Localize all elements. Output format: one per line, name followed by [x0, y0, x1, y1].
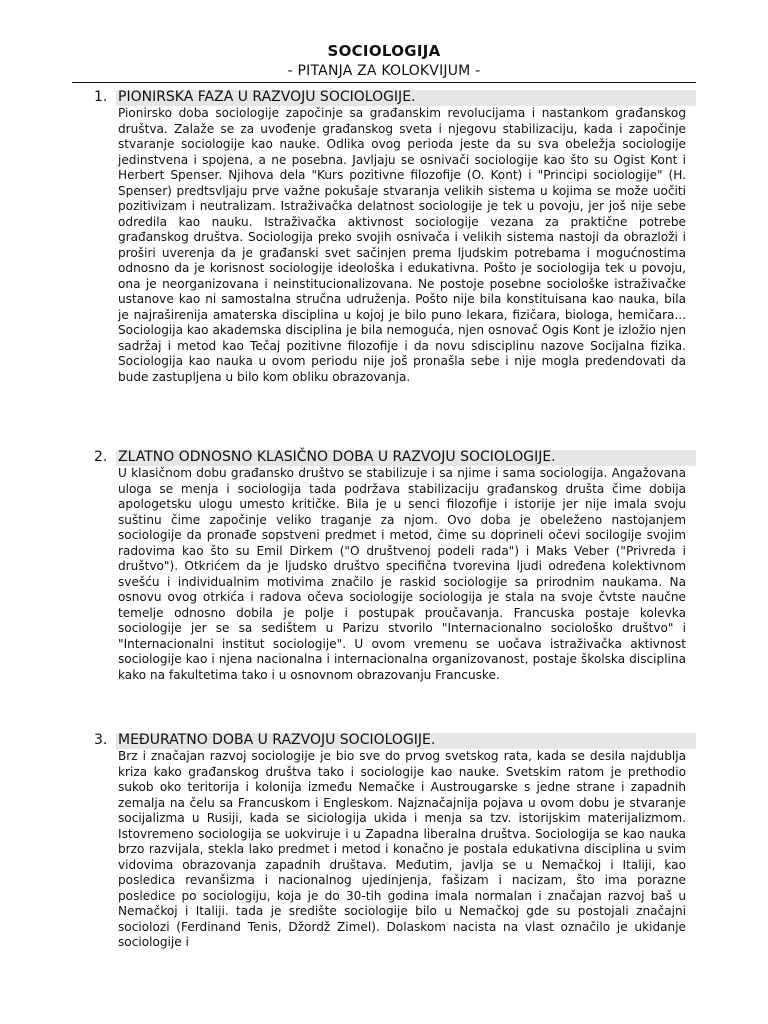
question-section-1: [92, 90, 696, 385]
question-number-2: 2.: [94, 449, 108, 465]
answer-text-3: Brz i značajan razvoj sociologije je bio sve do prvog svetskog rata, kada se desila najdublja kriza kako građanskog društva tako i sociologije kao nauke. Svetskim ratom je prethodio sukob oko teritorija i kolonija između Nemačke i Austrougarske s jedne strane i zapadnih zemalja na čelu sa Francuskom i Engleskom. Najznačajnija pojava u ovom dobu je stvaranje socijalizma u Rusiji, kada se siciologija ukida i menja sa tzv. istorijskim materijalizmom. Istovremeno sociologija se uokviruje i u Zapadna liberalna društva. Sociologija se kao nauka brzo razvijala, stekla lako predmet i metod i konačno je postala edukativna disciplina u svim vidovima obrazovanja zapadnih društava. Međutim, javlja se u Nemačkoj i Italiji, kao posledica revanšizma i nacionalnog ujedinjenja, fašizam i nacizam, što ima porazne posledice po sociologiju, koja je do 30-tih godina imala normalan i značajan razvoj baš u Nemačkoj i Italiji. tada je središte sociologije bilo u Nemačkoj gde su postojali značajni sociolozi (Ferdinand Tenis, Džordž Zimel). Dolaskom nacista na vlast označilo je ukidanje sociologije i: [118, 749, 686, 949]
question-number-3: 3.: [94, 732, 108, 748]
question-heading-1: [94, 89, 696, 106]
question-title-2: ZLATNO ODNOSNO KLASIČNO DOBA U RAZVOJU SOCIOLOGIJE.: [118, 449, 556, 465]
question-section-2: [92, 450, 696, 683]
answer-text-2: U klasičnom dobu građansko društvo se stabilizuje i sa njime i sama sociologija. Angažovana uloga se menja i sociologija tada podržava stabilizaciju građanskog društa čime dobija apologetsku ulogu umesto kritičke. Bila je u senci filozofije i istorije jer nije imala svoju suštinu čime započinje veliko traganje za njom. Ovo doba je obeleženo nastojanjem sociologije da pronađe sopstveni predmet i metod, čime su doprineli očevi socilogije svojim radovima kao što su Emil Dirkem ("O društvenoj podeli rada") i Maks Veber ("Privreda i društvo"). Otkrićem da je ljudsko društvo specifična tvorevina ljudi određena kolektivnom svešću i individualnim motivima značilo je raskid sociologije sa prirodnim naukama. Na osnovu ovog otrkića i radova očeva sociologije sociologija je stala na svoje čvtste naučne temelje odnosno dobila je polje i postupak proučavanja. Francuska postaje kolevka sociologije jer se sa sedištem u Parizu stvorilo "Internacionalno sociološko društvo" i "Internacionalni institut sociologije". U ovom vremenu se uočava istraživačka aktivnost sociologije kao i njena nacionalna i internacionalna organizovanost, postaje školska disciplina kako na fakultetima tako i u osnovnom obrazovanju Francuske.: [118, 466, 686, 682]
question-number-1: 1.: [94, 89, 108, 105]
question-title-1: PIONIRSKA FAZA U RAZVOJU SOCIOLOGIJE.: [118, 89, 416, 105]
document-subtitle: - PITANJA ZA KOLOKVIJUM -: [287, 63, 481, 79]
header-divider: [72, 82, 696, 83]
question-section-3: [92, 733, 696, 951]
answer-text-1: Pionirsko doba sociologije započinje sa građanskim revolucijama i nastankom građanskog društva. Zalaže se za uvođenje građanskog sveta i njegovu stabilizaciju, kada i započinje stvaranje sociologije kao nauke. Odlika ovog perioda jeste da su sva obeležja sociologije jedinstvena i spojena, a ne posebna. Javljaju se osnivači sociologije kao što su Ogist Kont i Herbert Spenser. Njihova dela "Kurs pozitivne filozofije (O. Kont) i "Principi sociologije" (H. Spenser) predtsvljaju prve važne pokušaje stvaranja velikih sistema u kojima se može uočiti pozitivizam i neutralizam. Istraživačka delatnost sociologije je tek u povoju, jer još nije sebe odredila kao nauku. Istraživačka aktivnost sociologije vezana za praktične potrebe građanskog društva. Sociologija preko svojih osnivača i velikih sistema nastoji da obrazloži i proširi uverenja da je građanski svet sačinjen prema ljudskim potrebama i mogućnostima odnosno da je korisnost sociologije ideološka i edukativna. Pošto je sociologija tek u povoju, ona je neorganizovana i neinstitucionalizovana. Ne postoje posebne sociološke istraživačke ustanove kao ni samostalna stručna udruženja. Pošto nije bila konstituisana kao nauka, bila je najraširenija amaterska disciplina u kojoj je bilo puno lekara, fizičara, biologa, hemičara... Sociologija kao akademska disciplina je bila nemoguća, njen osnovač Ogis Kont je izložio njen sadržaj i metod kao Tečaj pozitivne filozofije i da novu sdisciplinu nazove Socijalna fizika. Sociologija kao nauka u ovom periodu nije još pronašla sebe i nije mogla predendovati da bude zastupljena u bilo kom obliku obrazovanja.: [118, 106, 686, 384]
document-title: SOCIOLOGIJA: [327, 42, 441, 60]
question-title-3: MEĐURATNO DOBA U RAZVOJU SOCIOLOGIJE.: [118, 732, 436, 748]
question-heading-2: [94, 449, 696, 466]
question-heading-3: [94, 732, 696, 749]
